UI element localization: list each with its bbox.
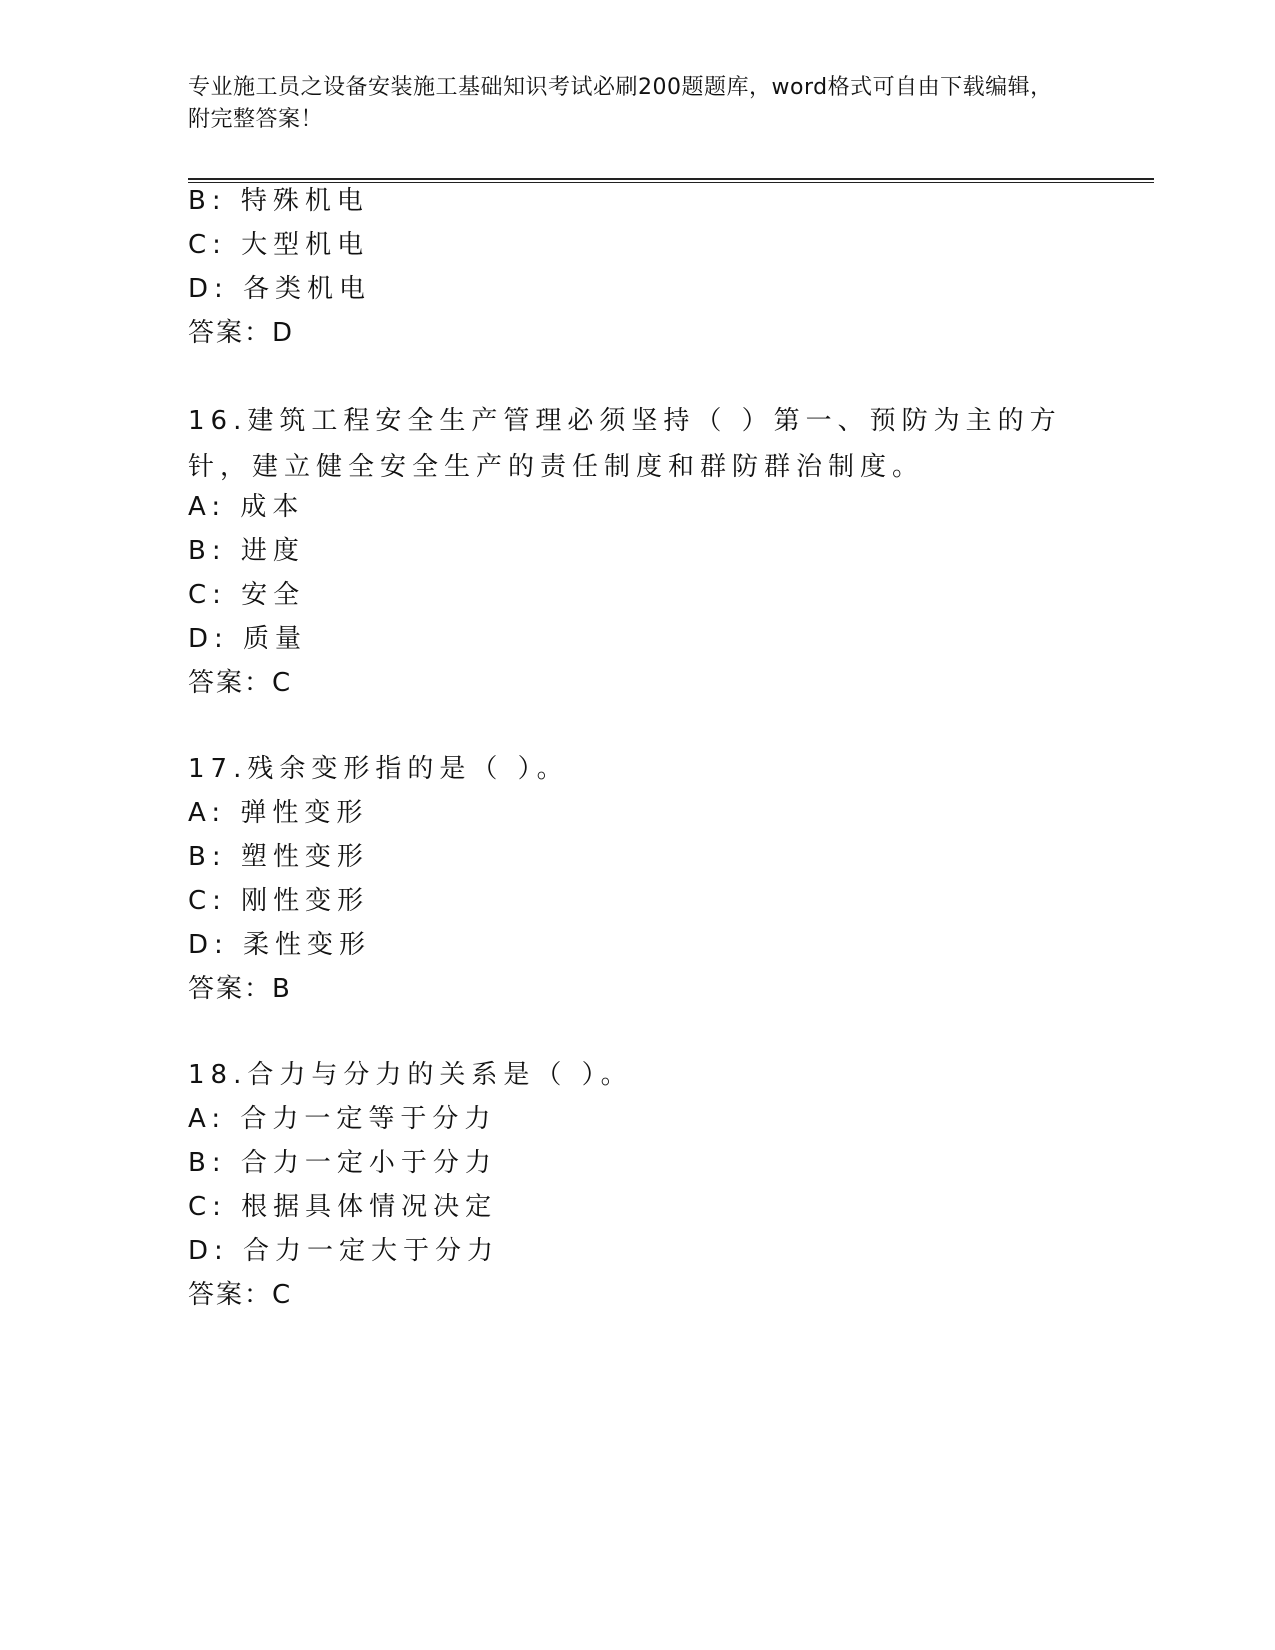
page-header: 专业施工员之设备安装施工基础知识考试必刷200题题库，word格式可自由下载编辑，附完整答案！	[188, 75, 1053, 132]
answer-label: 答案：C	[188, 668, 293, 698]
option-d: D: 质量	[188, 624, 308, 654]
answer-label: 答案：B	[188, 974, 292, 1004]
header-divider	[188, 178, 1154, 183]
option-c: C: 安全	[188, 580, 306, 610]
option-c: C: 根据具体情况决定	[188, 1192, 498, 1222]
question-stem: 17.残余变形指的是（ ）。	[188, 754, 569, 784]
option-d: D: 柔性变形	[188, 930, 372, 960]
question-stem: 18.合力与分力的关系是（ ）。	[188, 1060, 633, 1090]
answer-label: 答案：D	[188, 318, 295, 348]
option-b: B: 进度	[188, 536, 305, 566]
question-stem: 16.建筑工程安全生产管理必须坚持（ ）第一、预防为主的方针，建立健全安全生产的责任制度和群防群治制度。	[188, 406, 1062, 482]
option-a: A: 合力一定等于分力	[188, 1104, 497, 1134]
option-b: B: 合力一定小于分力	[188, 1148, 497, 1178]
option-b: B: 塑性变形	[188, 842, 369, 872]
answer-label: 答案：C	[188, 1280, 293, 1310]
option-a: A: 弹性变形	[188, 798, 369, 828]
option-b: B: 特殊机电	[188, 186, 369, 216]
option-d: D: 各类机电	[188, 274, 372, 304]
option-c: C: 大型机电	[188, 230, 370, 260]
option-c: C: 刚性变形	[188, 886, 370, 916]
option-a: A: 成本	[188, 492, 305, 522]
option-d: D: 合力一定大于分力	[188, 1236, 500, 1266]
